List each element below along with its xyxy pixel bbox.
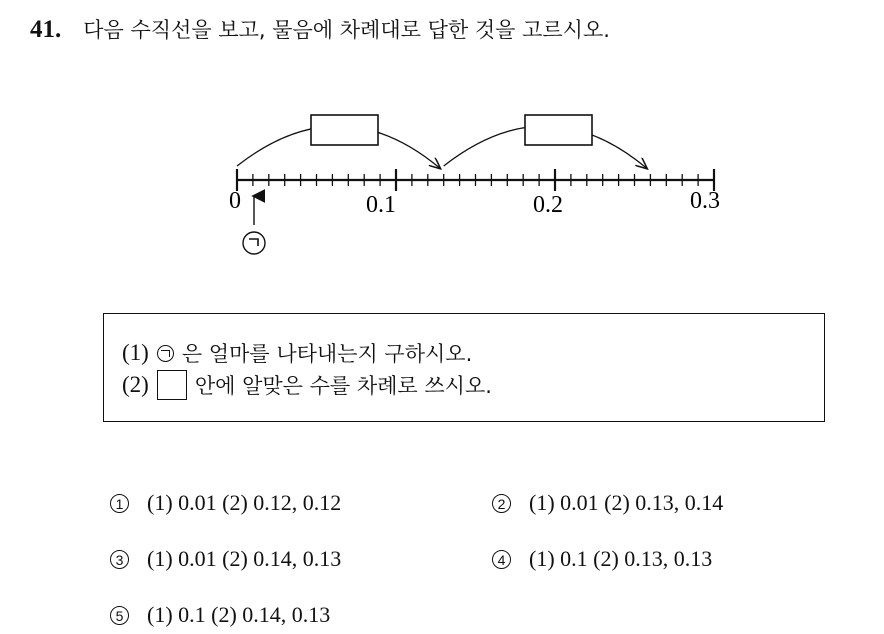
tick-label-0-3: 0.3 [690,188,720,214]
blank-box-2 [525,115,592,145]
marker-circle-icon [157,345,174,362]
choice-2[interactable] [492,490,723,516]
choice-3[interactable] [110,546,341,572]
question-text: 다음 수직선을 보고, 물음에 차례대로 답한 것을 고르시오. [83,18,610,42]
tick-label-0-1: 0.1 [366,192,396,218]
tick-label-0-2: 0.2 [533,192,563,218]
choice-1-text: (1) 0.01 (2) 0.12, 0.12 [147,490,342,515]
choice-5-text: (1) 0.1 (2) 0.14, 0.13 [147,602,331,627]
sub-question-1-text: 은 얼마를 나타내는지 구하시오. [181,342,473,366]
choice-1-mark: 1 [110,494,129,513]
choice-5-mark: 5 [110,606,129,625]
blank-box-1 [311,115,378,145]
sub-question-1 [122,338,472,368]
sub-question-1-number: (1) [122,340,149,365]
choice-4-text: (1) 0.1 (2) 0.13, 0.13 [529,546,713,571]
sub-question-2-number: (2) [122,372,149,397]
sub-question-2-text: 안에 알맞은 수를 차례로 쓰시오. [194,374,492,398]
sub-question-2 [122,370,492,400]
choice-1[interactable] [110,490,341,516]
marker-circle [243,232,265,254]
question-number: 41. [30,16,62,43]
choice-2-mark: 2 [492,494,511,513]
number-line-diagram [0,0,884,300]
tick-label-0: 0 [229,188,241,214]
choice-3-mark: 3 [110,550,129,569]
choice-2-text: (1) 0.01 (2) 0.13, 0.14 [529,490,724,515]
choice-4-mark: 4 [492,550,511,569]
choice-5[interactable] [110,602,330,628]
sub-question-box [103,313,825,422]
blank-square-icon [157,370,187,400]
choice-3-text: (1) 0.01 (2) 0.14, 0.13 [147,546,342,571]
choice-4[interactable] [492,546,712,572]
